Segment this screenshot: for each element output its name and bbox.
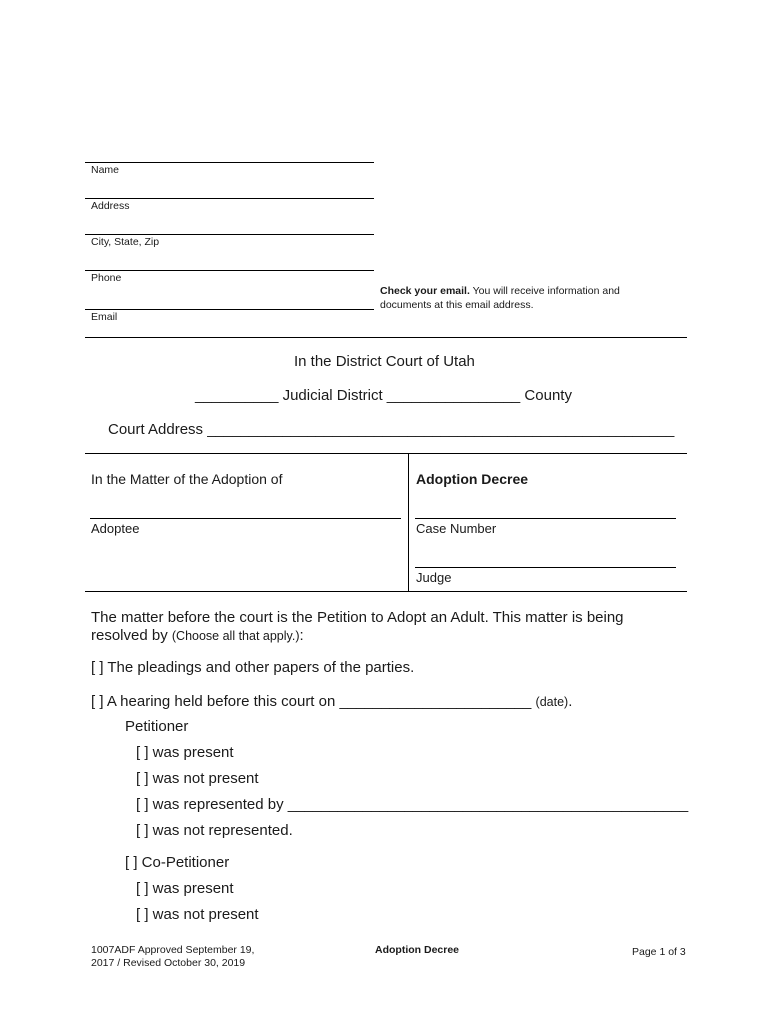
copetitioner-option: [ ] Co-Petitioner xyxy=(125,854,230,871)
email-note-bold: Check your email. xyxy=(380,285,470,297)
option-hearing-date-hint: (date) xyxy=(535,695,569,709)
caption-bottom-line xyxy=(85,591,687,592)
caption-top-line xyxy=(85,453,687,454)
intro-line-2-a: resolved by xyxy=(91,627,172,644)
footer-title: Adoption Decree xyxy=(375,944,460,956)
judicial-district-line: __________ Judicial District ________________ County xyxy=(195,387,572,404)
adoptee-label: Adoptee xyxy=(91,521,140,536)
address-label: Address xyxy=(91,200,130,212)
copetitioner-present: [ ] was present xyxy=(136,880,234,897)
email-line xyxy=(85,309,374,310)
header-divider xyxy=(85,337,687,338)
petitioner-represented: [ ] was represented by ________________________________________________ xyxy=(136,796,689,813)
intro-line-1: The matter before the court is the Petition to Adopt an Adult. This matter is being xyxy=(91,609,624,626)
document-title: Adoption Decree xyxy=(416,471,529,487)
email-note-line2: documents at this email address. xyxy=(380,299,534,311)
court-heading: In the District Court of Utah xyxy=(294,353,475,370)
footer-page-number: Page 1 of 3 xyxy=(632,946,686,958)
petitioner-not-represented: [ ] was not represented. xyxy=(136,822,293,839)
email-note-line1: You will receive information and xyxy=(469,285,620,297)
intro-instruction: (Choose all that apply.) xyxy=(171,629,300,643)
city-label: City, State, Zip xyxy=(91,236,160,248)
footer-form-line1: 1007ADF Approved September 19, xyxy=(91,944,255,956)
footer-form-info xyxy=(91,944,254,970)
petitioner-present: [ ] was present xyxy=(136,744,234,761)
email-note xyxy=(380,284,680,312)
name-label: Name xyxy=(91,164,120,176)
judge-label: Judge xyxy=(416,570,452,585)
petitioner-not-present: [ ] was not present xyxy=(136,770,259,787)
phone-line xyxy=(85,270,374,271)
petitioner-label: Petitioner xyxy=(125,718,189,735)
option-hearing xyxy=(91,693,572,710)
copetitioner-not-present: [ ] was not present xyxy=(136,906,259,923)
email-label: Email xyxy=(91,311,118,323)
intro-line-2-b: : xyxy=(299,627,304,644)
name-line xyxy=(85,162,374,163)
intro-line-2 xyxy=(91,627,304,644)
caption-vertical-divider xyxy=(408,453,409,592)
court-address-line: Court Address ________________________________________________________ xyxy=(108,421,675,438)
city-line xyxy=(85,234,374,235)
phone-label: Phone xyxy=(91,272,122,284)
option-pleadings: [ ] The pleadings and other papers of the parties. xyxy=(91,659,415,676)
address-line xyxy=(85,198,374,199)
case-number-label: Case Number xyxy=(416,521,497,536)
judge-line xyxy=(415,567,676,568)
option-hearing-b: . xyxy=(568,693,573,710)
option-hearing-a: [ ] A hearing held before this court on _______________________ xyxy=(91,693,536,710)
footer-form-line2: 2017 / Revised October 30, 2019 xyxy=(91,957,246,969)
adoptee-line xyxy=(90,518,401,519)
matter-label: In the Matter of the Adoption of xyxy=(91,471,283,487)
case-number-line xyxy=(415,518,676,519)
